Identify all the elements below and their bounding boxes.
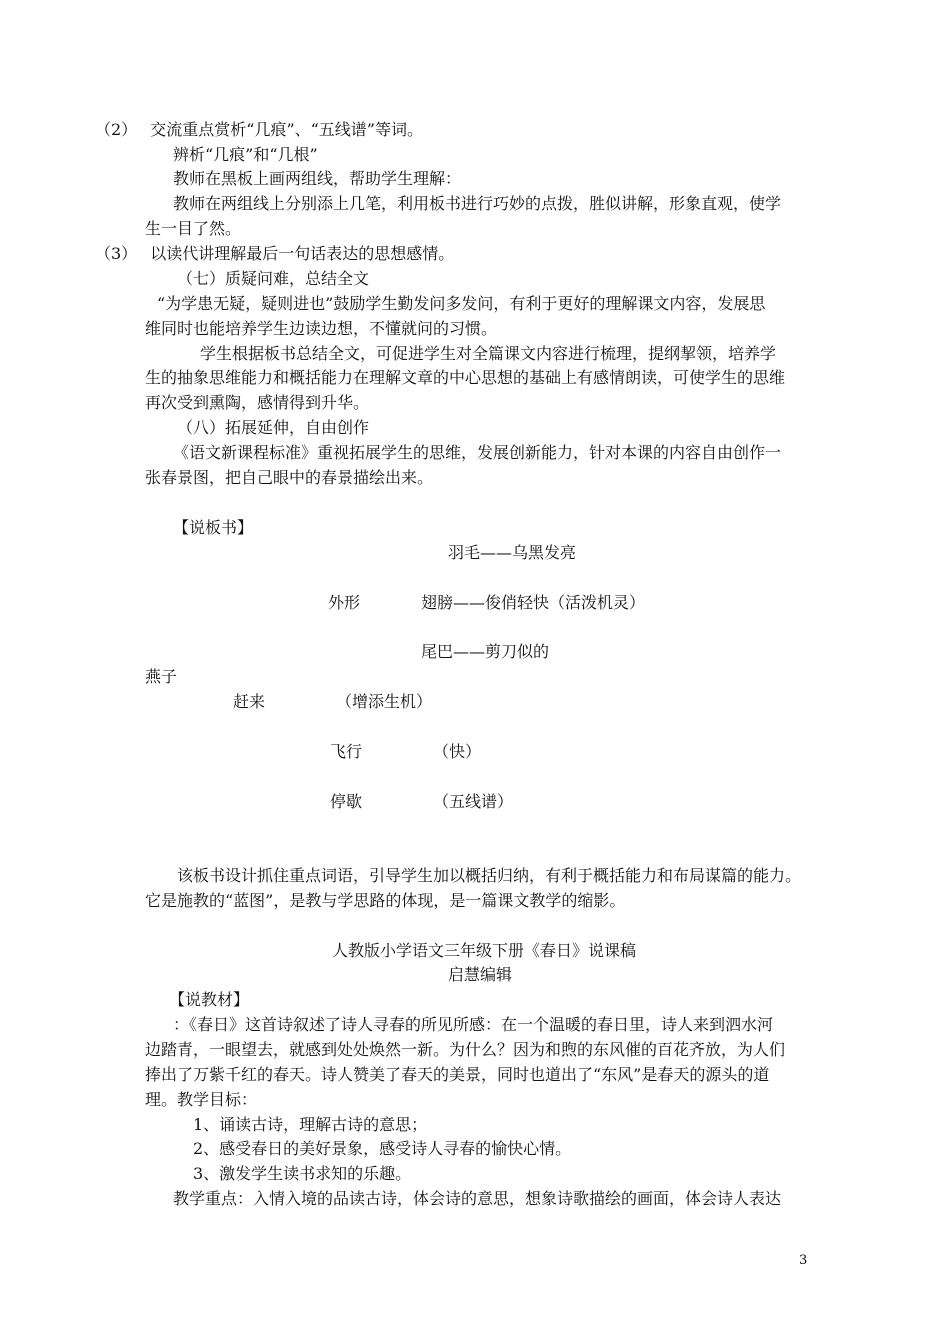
text-line: 教学重点：入情入境的品读古诗，体会诗的意思，想象诗歌描绘的画面，体会诗人表达 bbox=[173, 1189, 782, 1208]
board-item: 羽毛——乌黑发亮 bbox=[448, 543, 577, 562]
board-item: 尾巴——剪刀似的 bbox=[421, 642, 550, 661]
board-item: 翅膀——俊俏轻快（活泼机灵） bbox=[421, 593, 646, 612]
text-line: （2） 交流重点赏析“几痕”、“五线谱”等词。 bbox=[95, 120, 423, 139]
section-heading: 【说板书】 bbox=[173, 518, 254, 537]
page-number: 3 bbox=[799, 1253, 808, 1268]
board-item: （快） bbox=[433, 742, 482, 761]
board-item: 燕子 bbox=[145, 667, 178, 686]
text-line: ：《春日》这首诗叙述了诗人寻春的所见所感：在一个温暖的春日里，诗人来到泗水河 bbox=[173, 1015, 774, 1034]
section-heading: （七）质疑问难，总结全文 bbox=[177, 269, 370, 288]
text-line: 边踏青，一眼望去，就感到处处焕然一新。为什么？因为和煦的东风催的百花齐放，为人们 bbox=[145, 1040, 786, 1059]
list-item: 1、诵读古诗，理解古诗的意思； bbox=[193, 1115, 428, 1134]
text-line: 理。教学目标： bbox=[145, 1090, 258, 1109]
text-line: 生的抽象思维能力和概括能力在理解文章的中心思想的基础上有感情朗读，可使学生的思维 bbox=[145, 368, 786, 387]
text-line: 它是施教的“蓝图”，是教与学思路的体现，是一篇课文教学的缩影。 bbox=[145, 891, 626, 910]
board-item: 赶来 bbox=[233, 692, 266, 711]
text-line: 张春景图，把自己眼中的春景描绘出来。 bbox=[145, 468, 434, 487]
list-item: 2、感受春日的美好景象，感受诗人寻春的愉快心情。 bbox=[193, 1139, 572, 1158]
board-item: （五线谱） bbox=[433, 792, 514, 811]
section-heading: 【说教材】 bbox=[169, 990, 250, 1009]
section-heading: （八）拓展延伸，自由创作 bbox=[177, 418, 370, 437]
text-line: 《语文新课程标准》重视拓展学生的思维，发展创新能力，针对本课的内容自由创作一 bbox=[173, 443, 782, 462]
text-line: 教师在黑板上画两组线，帮助学生理解： bbox=[173, 169, 462, 188]
text-line: 再次受到熏陶，感情得到升华。 bbox=[145, 393, 370, 412]
text-line: 辨析“几痕”和“几根” bbox=[173, 145, 318, 164]
list-item: 3、激发学生读书求知的乐趣。 bbox=[193, 1164, 412, 1183]
board-item: （增添生机） bbox=[336, 692, 433, 711]
text-line: 维同时也能培养学生边读边想，不懂就问的习惯。 bbox=[145, 319, 498, 338]
board-item: 飞行 bbox=[330, 742, 363, 761]
text-line: 学生根据板书总结全文，可促进学生对全篇课文内容进行梳理，提纲挈领，培养学 bbox=[200, 344, 777, 363]
text-line: 该板书设计抓住重点词语，引导学生加以概括归纳，有利于概括能力和布局谋篇的能力。 bbox=[177, 866, 802, 885]
document-author: 启慧编辑 bbox=[448, 965, 513, 984]
board-item: 外形 bbox=[328, 593, 361, 612]
text-line: 教师在两组线上分别添上几笔，利用板书进行巧妙的点拨，胜似讲解，形象直观，使学 bbox=[173, 194, 782, 213]
document-title: 人教版小学语文三年级下册《春日》说课稿 bbox=[332, 941, 637, 960]
text-line: 生一目了然。 bbox=[145, 219, 242, 238]
text-line: （3） 以读代讲理解最后一句话表达的思想感情。 bbox=[95, 244, 455, 263]
board-item: 停歇 bbox=[330, 792, 363, 811]
text-line: 捧出了万紫千红的春天。诗人赞美了春天的美景，同时也道出了“东风”是春天的源头的道 bbox=[145, 1065, 770, 1084]
text-line: “为学患无疑，疑则进也”鼓励学生勤发问多发问，有利于更好的理解课文内容，发展思 bbox=[157, 294, 766, 313]
